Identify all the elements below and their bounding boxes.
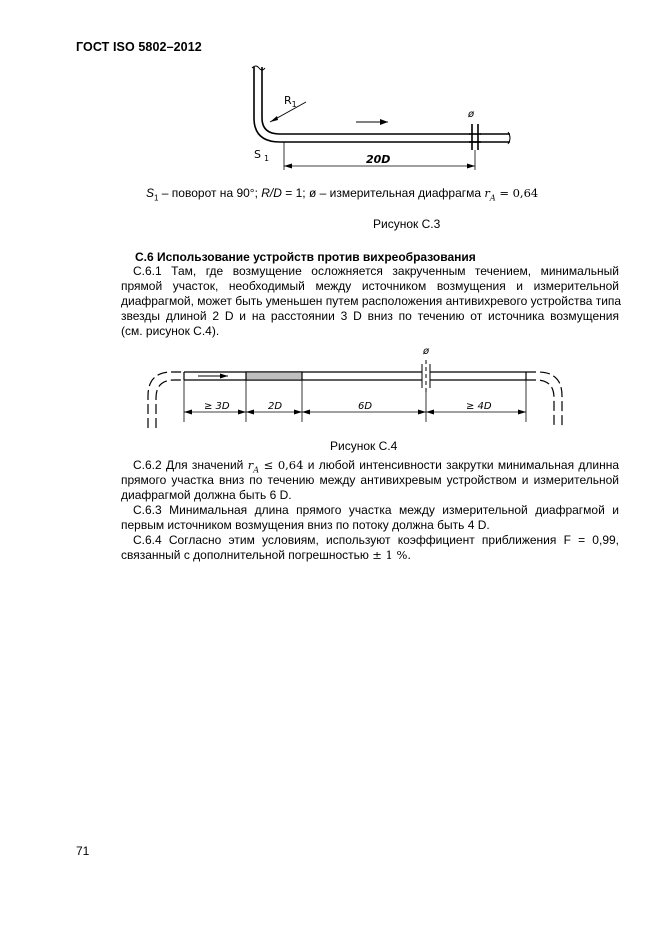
radius-label: $R_1$ [284,94,297,109]
paragraph-c63 [121,503,619,533]
dim-2d-label: 2D [268,401,283,412]
figure-c3-title: Рисунок С.3 [373,217,441,231]
paragraph-line: С.6.4 Согласно этим условиям, используют коэффициент приближения F = 0,99, [133,533,619,547]
dim-3d-label: ≥ 3D [204,401,230,412]
diaphragm-label-c4: ø [423,346,430,357]
figure-c4-diagram [140,342,580,428]
paragraph-c64 [121,533,619,563]
paragraph-line: диафрагмой должна быть 6 D. [121,488,292,502]
paragraph-line: С.6.3 Минимальная длина прямого участка между измерительной диафрагмой и [133,503,619,517]
diaphragm-label-c3: ø [468,109,475,120]
paragraph-line: связанный с дополнительной погрешностью ± 1 %. [121,548,412,562]
paragraph-line: прямой участок, необходимый между источником возмущения и измерительной [121,279,619,293]
s1-label: S $_1$ [254,148,270,163]
section-title: С.6 Использование устройств против вихреобразования [135,250,476,264]
dim-6d-label: 6D [358,401,373,412]
paragraph-c61 [121,264,622,339]
figure-c4-title: Рисунок С.4 [330,439,398,453]
paragraph-line: первым источником возмущения вниз по потоку должна быть 4 D. [121,518,490,532]
paragraph-line: С.6.1 Там, где возмущение осложняется закрученным течением, минимальный [133,264,619,278]
paragraph-line: С.6.2 Для значений $r_A \le 0,64$ и любой интенсивности закрутки минимальная длинна [133,458,620,475]
figure-c3-legend: $S_1$ – поворот на 90°; R/D = 1; ø – измерительная диафрагма $r_A = 0,64$ [146,186,539,203]
paragraph-line: прямого участка вниз по течению между антивихревым устройством и измерительной [121,473,619,487]
length-20d-label: 20D [366,153,391,166]
paragraph-line: диафрагмой, может быть уменьшен путем расположения антивихревого устройства типа [121,294,622,308]
page-number: 71 [76,844,90,858]
document-header: ГОСТ ISO 5802–2012 [76,40,202,54]
paragraph-line: звезды длиной 2 D и на расстоянии 3 D вниз по течению от источника возмущения [121,309,619,323]
figure-c3-diagram [240,62,520,174]
paragraph-c62 [121,458,619,503]
dim-4d-label: ≥ 4D [466,401,492,412]
paragraph-line: (см. рисунок С.4). [121,324,220,338]
